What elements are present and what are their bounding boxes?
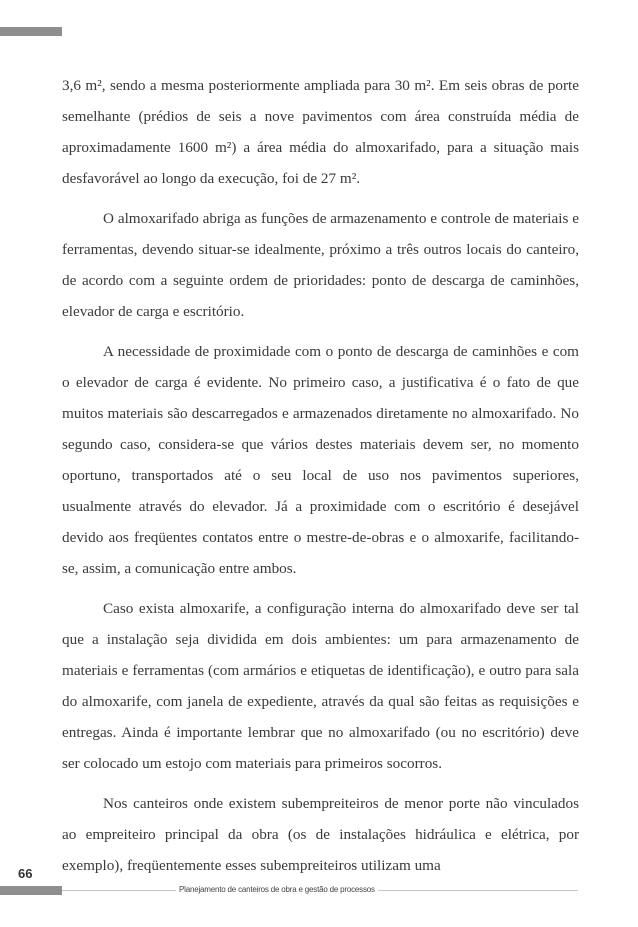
footer-decorative-bar (0, 886, 62, 895)
paragraph-subcontractors: Nos canteiros onde existem subempreiteiros de menor porte não vinculados ao empreiteiro principal da obra (os de instalações hidráulica e elétrica, por exemplo), freqüentemente esses subempreiteiros utilizam uma (62, 795, 579, 874)
paragraph-continued: 3,6 m², sendo a mesma posteriormente ampliada para 30 m². Em seis obras de porte semelhante (prédios de seis a nove pavimentos com área construída média de aproximadamente 1600 m²) a área média do almoxarifado, para a situação mais desfavorável ao longo da execução, foi de 27 m². (62, 77, 579, 187)
footer-book-title: Planejamento de canteiros de obra e gestão de processos (176, 885, 378, 894)
page-number: 66 (18, 866, 33, 881)
paragraph-almoxarifado-functions: O almoxarifado abriga as funções de armazenamento e controle de materiais e ferramentas, devendo situar-se idealmente, próximo a três outros locais do canteiro, de acordo com a seguinte ordem de prioridades: ponto de descarga de caminhões, elevador de carga e escritório. (62, 210, 579, 320)
paragraph-proximity: A necessidade de proximidade com o ponto de descarga de caminhões e com o elevador de carga é evidente. No primeiro caso, a justificativa é o fato de que muitos materiais são descarregados e armazenados diretamente no almoxarifado. No segundo caso, considera-se que vários destes materiais devem ser, no momento oportuno, transportados até o seu local de uso nos pavimentos superiores, usualmente através do elevador. Já a proximidade com o escritório é desejável devido aos freqüentes contatos entre o mestre-de-obras e o almoxarife, facilitando-se, assim, a comunicação entre ambos. (62, 343, 579, 577)
paragraph-internal-configuration: Caso exista almoxarife, a configuração interna do almoxarifado deve ser tal que a instalação seja dividida em dois ambientes: um para armazenamento de materiais e ferramentas (com armários e etiquetas de identificação), e outro para sala do almoxarife, com janela de expediente, através da qual são feitas as requisições e entregas. Ainda é importante lembrar que no almoxarifado (ou no escritório) deve ser colocado um estojo com materiais para primeiros socorros. (62, 600, 579, 772)
header-decorative-bar (0, 27, 62, 36)
page-body (62, 70, 579, 890)
